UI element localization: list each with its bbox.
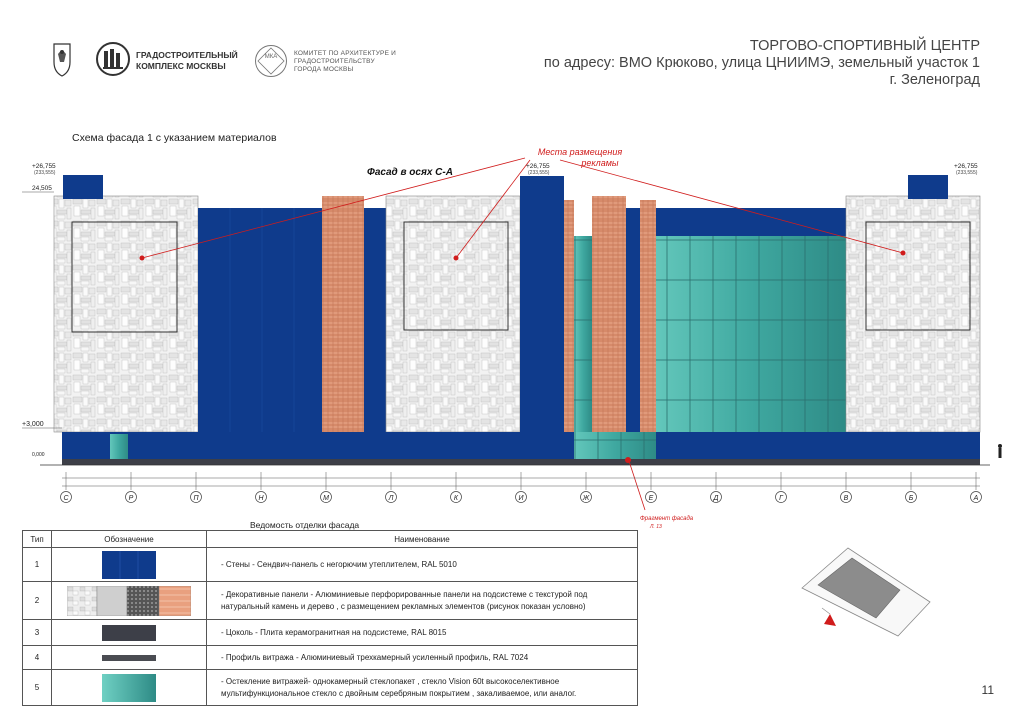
axis-label: Л bbox=[388, 495, 394, 502]
facade-drawing bbox=[0, 140, 1024, 530]
title-line-2: по адресу: ВМО Крюково, улица ЦНИИМЭ, земельный участок 1 bbox=[543, 55, 980, 71]
legend-table bbox=[22, 530, 638, 706]
table-row bbox=[23, 670, 638, 706]
view-direction-arrow-icon bbox=[824, 614, 836, 626]
elev-3000: +3,000 bbox=[22, 421, 44, 428]
page-title bbox=[460, 38, 980, 89]
fragment-sub: Л. 13 bbox=[650, 524, 662, 530]
page-number: 11 bbox=[981, 683, 994, 697]
wood-column-2 bbox=[592, 196, 626, 432]
row-name: - Декоративные панели - Алюминиевые перфорированные панели на подсистеме с текстурой под натуральный камень и дерево , с размещением рекламных элементов (рисунок показан условно) bbox=[207, 582, 638, 620]
elev-0000: 0,000 bbox=[32, 452, 45, 458]
swatch-plinth bbox=[102, 625, 156, 641]
left-stone-panel bbox=[54, 196, 198, 432]
axis-label: Д bbox=[713, 495, 719, 502]
legend-title: Ведомость отделки фасада bbox=[250, 520, 360, 530]
person-figure-icon bbox=[998, 444, 1002, 458]
table-row bbox=[23, 582, 638, 620]
ads-label-2: рекламы bbox=[581, 158, 619, 168]
fragment-label: Фрагмент фасада bbox=[640, 516, 694, 522]
row-type: 5 bbox=[23, 670, 52, 706]
elev-top-left: +26,755 bbox=[32, 163, 56, 170]
table-row bbox=[23, 620, 638, 646]
left-top-block bbox=[63, 175, 103, 199]
axis-label: А bbox=[973, 495, 979, 502]
axis-label: В bbox=[843, 495, 849, 502]
axis-label: Е bbox=[648, 495, 654, 502]
gradostroitelny-complex-logo-icon bbox=[96, 42, 130, 76]
col-name-header: Наименование bbox=[207, 531, 638, 548]
axis-label: Г bbox=[779, 495, 783, 502]
blue-wall-1 bbox=[198, 208, 323, 434]
axis-label: Б bbox=[908, 495, 914, 502]
elev-top-sub-mid: (233,555) bbox=[528, 170, 550, 176]
gk-label: ГРАДОСТРОИТЕЛЬНЫЙ КОМПЛЕКС МОСКВЫ bbox=[136, 50, 238, 71]
row-type: 3 bbox=[23, 620, 52, 646]
axis-label: Р bbox=[128, 495, 134, 502]
title-line-1: ТОРГОВО-СПОРТИВНЫЙ ЦЕНТР bbox=[749, 38, 980, 54]
axis-markers bbox=[61, 472, 982, 503]
elev-top-right: +26,755 bbox=[954, 163, 978, 170]
title-line-3: г. Зеленоград bbox=[889, 72, 980, 88]
mka-label: КОМИТЕТ ПО АРХИТЕКТУРЕ И ГРАДОСТРОИТЕЛЬСТВУ ГОРОДА МОСКВЫ bbox=[294, 50, 396, 73]
scheme-label: Схема фасада 1 с указанием материалов bbox=[72, 132, 277, 144]
ads-label-1: Места размещения bbox=[537, 147, 623, 157]
mka-logo-icon bbox=[254, 44, 288, 78]
swatch-wall bbox=[102, 551, 156, 579]
facade-label: Фасад в осях С-А bbox=[367, 167, 453, 178]
axis-label: Н bbox=[258, 495, 264, 502]
axis-label: М bbox=[323, 495, 329, 502]
elev-top-sub-right: (233,555) bbox=[956, 170, 978, 176]
table-row bbox=[23, 646, 638, 670]
axis-label: И bbox=[518, 495, 524, 502]
site-plan bbox=[790, 540, 940, 640]
mka-letters: МКА bbox=[264, 54, 278, 60]
right-top-block bbox=[908, 175, 948, 199]
plinth bbox=[62, 459, 980, 465]
axis-label: Ж bbox=[582, 495, 590, 502]
col-symbol-header: Обозначение bbox=[52, 531, 207, 548]
elev-top-sub-left: (233,555) bbox=[34, 170, 56, 176]
row-name: - Цоколь - Плита керамогранитная на подсистеме, RAL 8015 bbox=[207, 620, 638, 646]
swatch-glass bbox=[102, 674, 156, 702]
elev-top-mid: +26,755 bbox=[526, 163, 550, 170]
swatch-profile bbox=[102, 655, 156, 661]
row-name: - Профиль витража - Алюминиевый трехкамерный усиленный профиль, RAL 7024 bbox=[207, 646, 638, 670]
moscow-coat-of-arms-icon bbox=[52, 40, 72, 80]
base-band bbox=[62, 432, 980, 460]
middle-stone-panel bbox=[386, 196, 520, 432]
axis-label: С bbox=[63, 495, 69, 502]
row-type: 4 bbox=[23, 646, 52, 670]
row-type: 1 bbox=[23, 548, 52, 582]
axis-label: П bbox=[193, 495, 199, 502]
swatch-decor-panels bbox=[67, 586, 191, 616]
table-row bbox=[23, 548, 638, 582]
row-name: - Остекление витражей- однокамерный стеклопакет , стекло Vision 60t высокоселективное мультифункциональное стекло с двойным серебряным покрытием , закаливаемое, или аналог. bbox=[207, 670, 638, 706]
row-type: 2 bbox=[23, 582, 52, 620]
axis-label: К bbox=[453, 495, 459, 502]
wood-column-1 bbox=[322, 196, 364, 432]
elev-parapet: 24,505 bbox=[32, 185, 52, 192]
row-name: - Стены - Сендвич-панель с негорючим утеплителем, RAL 5010 bbox=[207, 548, 638, 582]
col-type-header: Тип bbox=[23, 531, 52, 548]
tower bbox=[520, 176, 564, 434]
